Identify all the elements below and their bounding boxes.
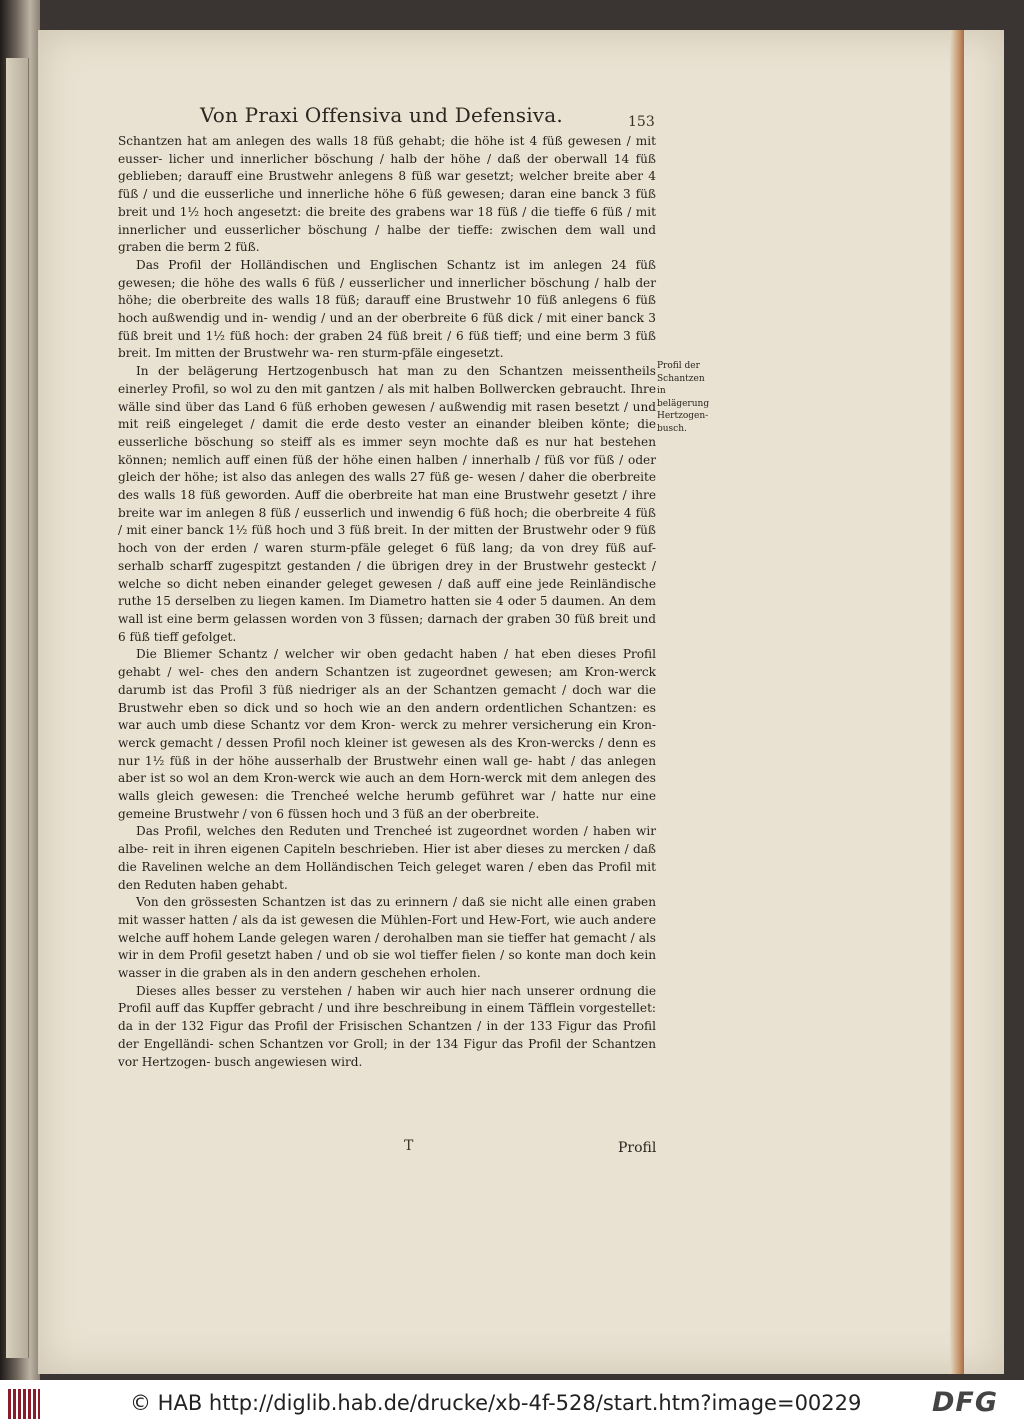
copyright-link[interactable]: © HAB http://diglib.hab.de/drucke/xb-4f-528/start.htm?image=00229 bbox=[130, 1391, 862, 1415]
signature-mark: T bbox=[404, 1138, 414, 1154]
paragraph: Das Profil der Holländischen und Englischen Schantz ist im anlegen 24 füß gewesen; die höhe des walls 6 füß / eusserlicher und innerlicher böschung / halb der höhe; die oberbreite des walls 18 füß; darauff eine Brustwehr 10 füß anlegens 6 füß hoch außwendig und in- wendig / und an der oberbreite 6 füß dick / mit einer banck 3 füß breit und 1½ füß hoch: der graben 24 füß breit / 6 füß tieff; und eine berm 3 füß breit. Im mitten der Brustwehr wa- ren sturm-pfäle eingesetzt. bbox=[118, 257, 656, 361]
catchword: Profil bbox=[618, 1140, 657, 1156]
dfg-logo: DFG bbox=[932, 1387, 999, 1418]
main-text-block bbox=[118, 133, 656, 1071]
paragraph: Dieses alles besser zu verstehen / haben wir auch hier nach unserer ordnung die Profil auff das Kupffer gebracht / und ihre beschreibung in einem Täfflein vorgestellet: da in der 132 Figur das Profil der Frisischen Schantzen / in der 133 Figur das Profil der Engelländi- schen Schantzen vor Groll; in der 134 Figur das Profil der Schantzen vor Hertzogen- busch angewiesen wird. bbox=[118, 983, 656, 1069]
paragraph: Das Profil, welches den Reduten und Trencheé ist zugeordnet worden / haben wir albe- reit in ihren eigenen Capiteln beschrieben. Hier ist aber dieses zu mercken / daß die Ravelinen welche an dem Holländischen Teich geleget waren / eben das Profil mit den Reduten haben gehabt. bbox=[118, 824, 656, 892]
previous-page-edge bbox=[6, 58, 29, 1358]
page-fore-edge bbox=[950, 30, 964, 1374]
paragraph: Schantzen hat am anlegen des walls 18 füß gehabt; die höhe ist 4 füß gewesen / mit eusser- licher und innerlicher böschung / halb der höhe / daß der oberwall 14 füß geblieben; darauff eine Brustwehr anlegens 8 füß war gesetzt; welcher breite aber 4 füß / und die eusserliche und innerliche höhe 6 füß gewesen; daran eine banck 3 füß breit und 1½ hoch angesetzt: die breite des grabens war 18 füß / die tieffe 6 füß / mit innerlicher und eusserlicher böschung / halbe der tieffe: zwischen dem wall und graben die berm 2 füß. bbox=[118, 134, 656, 255]
marginal-note: Profil der Schantzen in belägerung Hertzogen- busch. bbox=[657, 361, 710, 434]
running-title: Von Praxi Offensiva und Defensiva. bbox=[200, 103, 563, 127]
paragraph: Die Bliemer Schantz / welcher wir oben gedacht haben / hat eben dieses Profil gehabt / wel- ches den andern Schantzen ist zugeordnet gewesen; am Kron-werck darumb ist das Profil 3 füß niedriger als an der Schantzen gemacht / doch war die Brustwehr eben so dick und so hoch wie an den andern ordentlichen Schantzen: es war auch umb diese Schantz vor dem Kron- werck zu mehrer versicherung ein Kron-werck gemacht / dessen Profil noch kleiner ist gewesen als des Kron-wercks / denn es nur 1½ füß in der höhe ausserhalb der Brustwehr einen wall ge- habt / das anlegen aber ist so wol an dem Kron-werck wie auch an dem Horn-werck mit dem anlegen des walls gleich gewesen: die Trencheé welche herumb geführet war / hatte nur eine gemeine Brustwehr / von 6 füssen hoch und 3 füß an der oberbreite. bbox=[118, 647, 656, 821]
paragraph: In der belägerung Hertzogenbusch hat man zu den Schantzen meissentheils einerley Profil, so wol zu den mit gantzen / als mit halben Bollwercken gebraucht. Ihre wälle sind über das Land 6 füß erhoben gewesen / außwendig mit rasen besetzt / und mit reiß eingeleget / damit die erde desto vester an einander bleiben könte; die eusserliche böschung so steiff als es immer seyn mochte daß es nur hat bestehen können; nemlich auff einen füß der höhe einen halben / innerhalb / füß vor füß / oder gleich der höhe; ist also das anlegen des walls 27 füß ge- wesen / daher die oberbreite des walls 18 füß geworden. Auff die oberbreite hat man eine Brustwehr gesetzt / ihre breite war im anlegen 8 füß / eusserlich und inwendig 6 füß hoch; die oberbreite 4 füß / mit einer banck 1½ füß hoch und 3 füß breit. In der mitten der Brustwehr oder 9 füß hoch von der erden / waren sturm-pfäle geleget 6 füß lang; da von drey füß auf- serhalb scharff zugespitzt gestanden / die übrigen drey in der Brustwehr gesteckt / welche so dicht neben einander geleget gewesen / daß auff eine jede Reinländische ruthe 15 derselben zu liegen kamen. Im Diametro hatten sie 4 oder 5 daumen. An dem wall ist eine berm gelassen worden von 3 füssen; darnach der graben 30 füß breit und 6 füß tieff gefolget. bbox=[118, 364, 656, 644]
hab-logo-icon bbox=[8, 1389, 40, 1419]
page-number: 153 bbox=[628, 114, 655, 130]
paragraph: Von den grössesten Schantzen ist das zu erinnern / daß sie nicht alle einen graben mit wasser hatten / als da ist gewesen die Mühlen-Fort und Hew-Fort, wie auch andere welche auff hohem Lande gelegen waren / derohalben man sie tieffer hat gemacht / als wir in dem Profil gesetzt haben / und ob sie wol tieffer fielen / so konte man doch kein wasser in die graben als in den andern geschehen erholen. bbox=[118, 895, 656, 981]
